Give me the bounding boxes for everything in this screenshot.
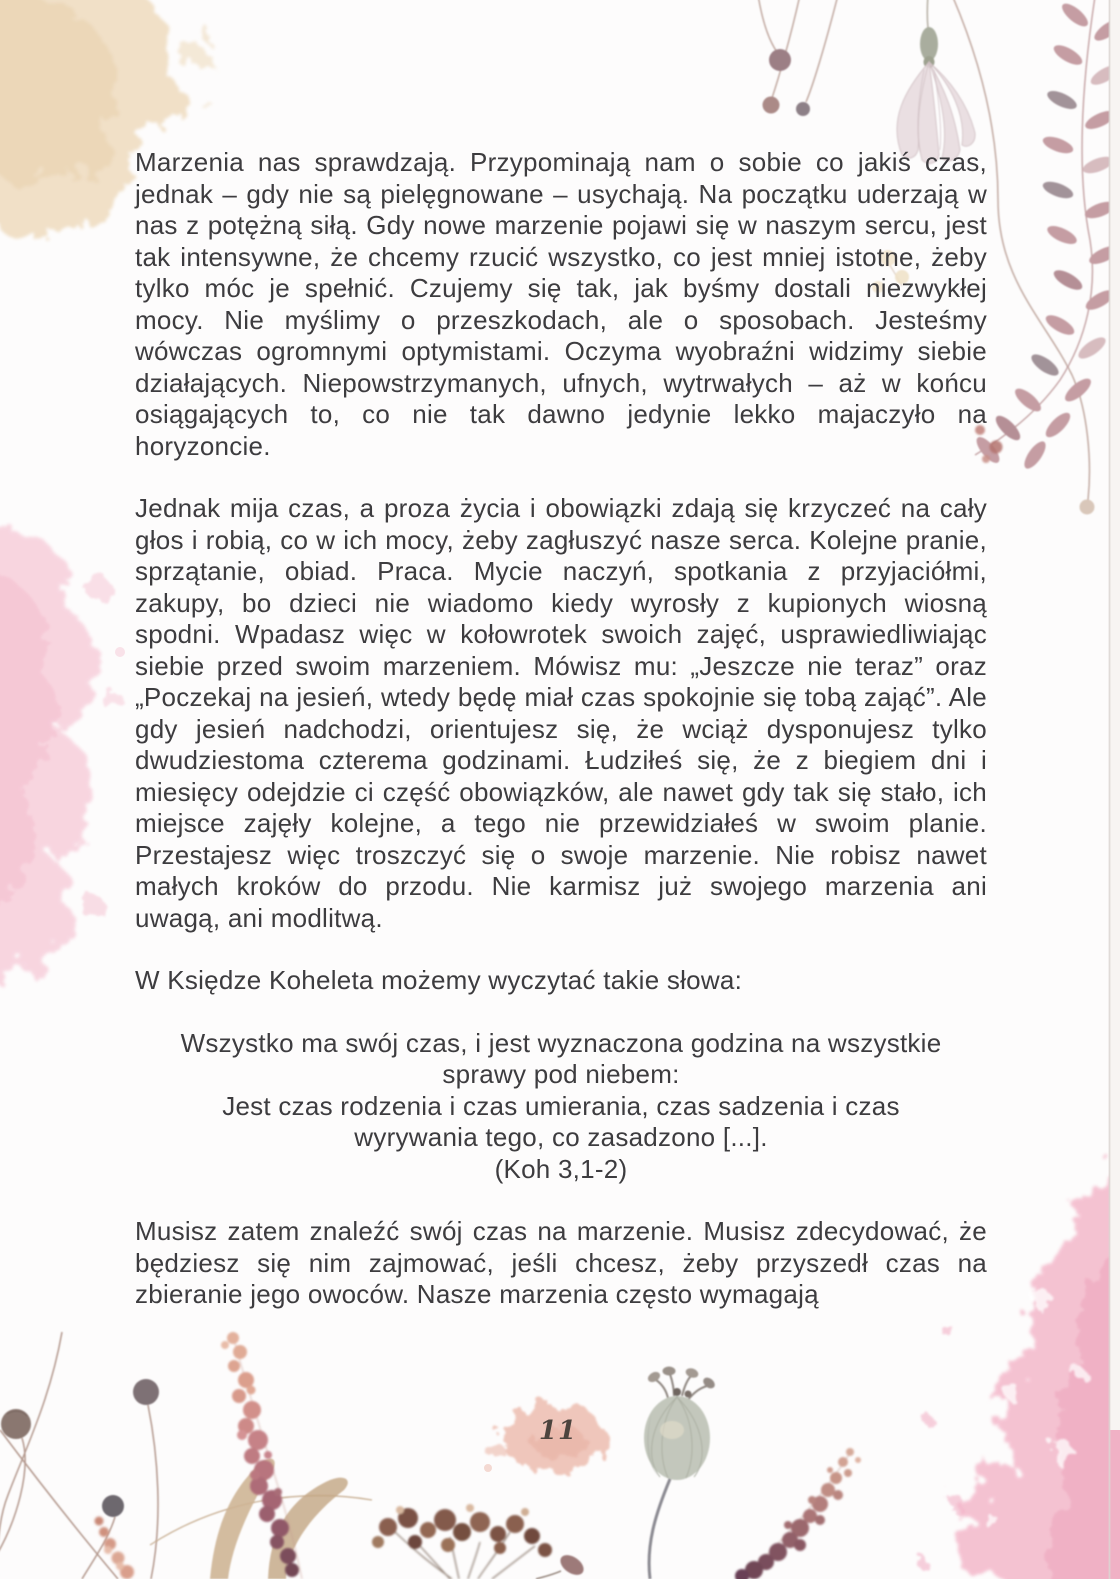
pink-wash-left-icon bbox=[0, 520, 125, 979]
page-edge-line-icon bbox=[1110, 0, 1120, 1579]
leaf-vine-right-icon bbox=[973, 0, 1120, 472]
poppy-stems-bottom-left-icon bbox=[0, 1332, 159, 1579]
quote-citation: (Koh 3,1-2) bbox=[494, 1153, 628, 1184]
paragraph-3-quote-intro: W Księdze Koheleta możemy wyczytać takie słowa: bbox=[135, 965, 743, 995]
closing-paragraph: Musisz zatem znaleźć swój czas na marzenie. Musisz zdecydować, że będziesz się nim zajmować, jeśli chcesz, żeby przyszedł czas na zbieranie jego owoców. Nasze marzenia często wymagają bbox=[135, 1216, 987, 1309]
quote-line-1: Wszystko ma swój czas, i jest wyznaczona godzina na wszystkie sprawy pod niebem: bbox=[180, 1027, 942, 1089]
large-poppy-icon bbox=[644, 1367, 717, 1579]
tansy-cluster-icon bbox=[372, 1504, 552, 1579]
mauve-spike-icon bbox=[735, 1448, 861, 1579]
scripture-quote bbox=[165, 1028, 957, 1186]
page-text bbox=[135, 147, 987, 1342]
page-number: 11 bbox=[538, 1416, 578, 1446]
paragraph-1: Marzenia nas sprawdzają. Przypominają nam o sobie co jakiś czas, jednak – gdy nie są pielęgnowane – usychają. Na początku uderzają w nas z potężną siłą. Gdy nowe marzenie pojawi się w naszym sercu, jest tak intensywne, że chcemy rzucić wszystko, co jest mniej istotne, żeby tylko móc je spełnić. Czujemy się tak, jak byśmy dostali niezwykłej mocy. Nie myślimy o przeszkodach, ale o sposobach. Jesteśmy wówczas ogromnymi optymistami. Oczyma wyobraźni widzimy siebie działających. Niepowstrzymanych, ufnych, wytrwałych – aż w końcu osiągających to, co nie tak dawno jedynie lekko majaczyło na horyzoncie. bbox=[135, 147, 987, 461]
paragraph-2: Jednak mija czas, a proza życia i obowiązki zdają się krzyczeć na cały głos i robią, co w ich mocy, żeby zagłuszyć nasze serca. Kolejne pranie, sprzątanie, obiad. Praca. Mycie naczyń, spotkania z przyjaciółmi, zakupy, bo dzieci nie wiadomo kiedy wyrosły z kupionych wiosną spodni. Wpadasz więc w kołowrotek swoich zajęć, usprawiedliwiając siebie przed swoim marzeniem. Mówisz mu: „Jeszcze nie teraz” oraz „Poczekaj na jesień, wtedy będę miał czas spokojnie się tobą zająć”. Ale gdy jesień nadchodzi, orientujesz się, że wciąż dysponujesz tylko dwudziestoma czterema godzinami. Łudziłeś się, że z biegiem dni i miesięcy odejdzie ci część obowiązków, ale nawet gdy tak się stało, ich miejsce zajęły kolejne, a tego nie przewidziałeś w swoim planie. Przestajesz więc troszczyć się o swoje marzenie. Nie robisz nawet małych kroków do przodu. Nie karmisz już swojego marzenia ani uwagą, ani modlitwą. bbox=[135, 493, 987, 933]
quote-line-2: Jest czas rodzenia i czas umierania, czas sadzenia i czas wyrywania tego, co zasadzono [...]. bbox=[222, 1090, 900, 1152]
